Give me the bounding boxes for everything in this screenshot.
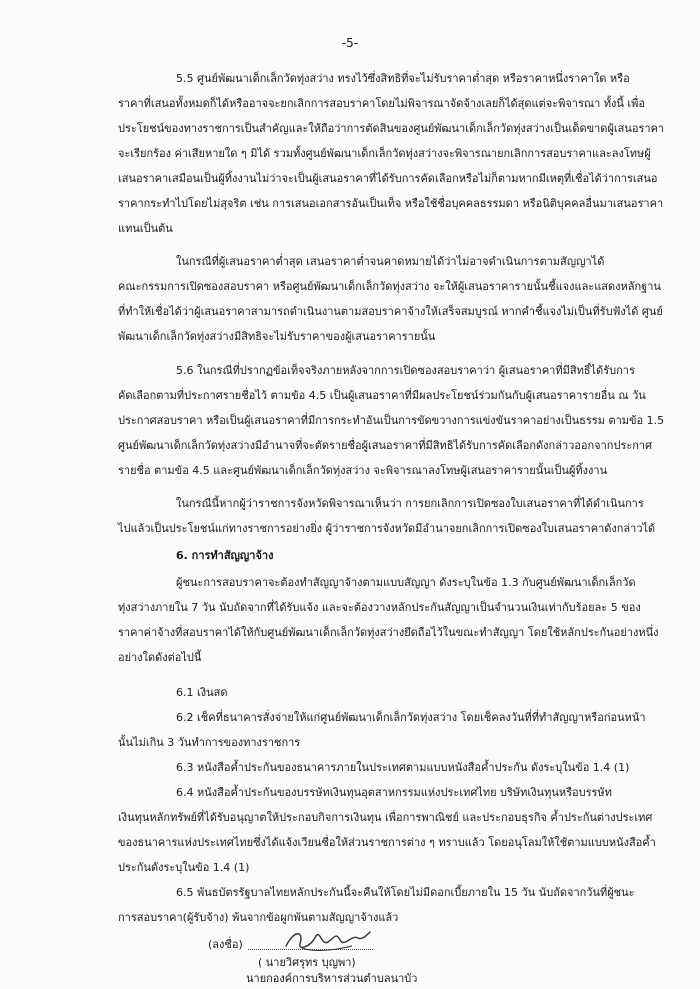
handwritten-signature xyxy=(282,926,372,954)
s6-line-3: ราคาค่าจ้างที่สอบราคาได้ให้กับศูนย์พัฒนาเด็กเล็กวัดทุ่งสว่างยึดถือไว้ในขณะทำสัญญา โดยใช้หลักประกันอย่างหนึ่ง xyxy=(118,626,659,639)
lowbid-line-4: พัฒนาเด็กเล็กวัดทุ่งสว่างมีสิทธิจะไม่รับราคาของผู้เสนอราคารายนั้น xyxy=(118,330,436,343)
s65-line-1: 6.5 พันธบัตรรัฐบาลไทยหลักประกันนี้จะคืนให้โดยไม่มีดอกเบี้ยภายใน 15 วัน นับถัดจากวันที่ผู้ชนะ xyxy=(176,886,635,899)
s6-line-2: ทุ่งสว่างภายใน 7 วัน นับถัดจากที่ได้รับแจ้ง และจะต้องวางหลักประกันสัญญาเป็นจำนวนเงินเท่ากับร้อยละ 5 ของ xyxy=(118,601,641,614)
lowbid-line-1: ในกรณีที่ผู้เสนอราคาต่ำสุด เสนอราคาต่ำจนคาดหมายได้ว่าไม่อาจดำเนินการตามสัญญาได้ xyxy=(176,255,605,268)
s55-line-4: จะเรียกร้อง ค่าเสียหายใด ๆ มิได้ รวมทั้งศูนย์พัฒนาเด็กเล็กวัดทุ่งสว่างจะพิจารณายกเลิกการสอบราคาและลงโทษผู้ xyxy=(118,147,651,160)
signatory-name: ( นายวิศรุทร บุญพา) xyxy=(258,956,356,969)
s64-line-3: ของธนาคารแห่งประเทศไทยซึ่งได้แจ้งเวียนชื่อให้ส่วนราชการต่าง ๆ ทราบแล้ว โดยอนุโลมให้ใช้ตามแบบหนังสือค้ำ xyxy=(118,836,656,849)
s62-line-1: 6.2 เช็คที่ธนาคารสั่งจ่ายให้แก่ศูนย์พัฒนาเด็กเล็กวัดทุ่งสว่าง โดยเช็คลงวันที่ที่ทำสัญญาหรือก่อนหน้า xyxy=(176,711,646,724)
s55-line-1: 5.5 ศูนย์พัฒนาเด็กเล็กวัดทุ่งสว่าง ทรงไว้ซึ่งสิทธิที่จะไม่รับราคาต่ำสุด หรือราคาหนึ่งราคาใด หรือ xyxy=(176,72,630,85)
section-6-heading: 6. การทำสัญญาจ้าง xyxy=(176,549,274,562)
s56-line-1: 5.6 ในกรณีที่ปรากฏข้อเท็จจริงภายหลังจากการเปิดซองสอบราคาว่า ผู้เสนอราคาที่มีสิทธิ์ได้รับการ xyxy=(176,364,635,377)
s64-line-2: เงินทุนหลักทรัพย์ที่ได้รับอนุญาตให้ประกอบกิจการเงินทุน เพื่อการพาณิชย์ และประกอบธุรกิจ ค้ำประกันต่างประเทศ xyxy=(118,811,653,824)
s64-line-1: 6.4 หนังสือค้ำประกันของบรรษัทเงินทุนอุตสาหกรรมแห่งประเทศไทย บริษัทเงินทุนหรือบรรษัท xyxy=(176,786,612,799)
lowbid-line-3: ที่ทำให้เชื่อได้ว่าผู้เสนอราคาสามารถดำเนินงานตามสอบราคาจ้างให้เสร็จสมบูรณ์ หากคำชี้แจงไม่เป็นที่รับฟังได้ ศูนย์ xyxy=(118,305,663,318)
signature-label: (ลงชื่อ) xyxy=(208,938,243,951)
s65-line-2: การสอบราคา(ผู้รับจ้าง) พ้นจากข้อผูกพันตามสัญญาจ้างแล้ว xyxy=(118,911,399,924)
s55-line-5: เสนอราคาเสมือนเป็นผู้ทิ้งงานไม่ว่าจะเป็นผู้เสนอราคาที่ได้รับการคัดเลือกหรือไม่ก็ตามหากมีเหตุที่เชื่อได้ว่าการเสนอ xyxy=(118,172,658,185)
s55-line-3: ประโยชน์ของทางราชการเป็นสำคัญและให้ถือว่าการตัดสินของศูนย์พัฒนาเด็กเล็กวัดทุ่งสว่างเป็นเด็ดขาดผู้เสนอราคา xyxy=(118,122,665,135)
s55-line-2: ราคาที่เสนอทั้งหมดก็ได้หรืออาจจะยกเลิกการสอบราคาโดยไม่พิจารณาจัดจ้างเลยก็ได้สุดแต่จะพิจารณา ทั้งนี้ เพื่อ xyxy=(118,97,646,110)
gov-line-2: ไปแล้วเป็นประโยชน์แก่ทางราชการอย่างยิ่ง ผู้ว่าราชการจังหวัดมีอำนาจยกเลิกการเปิดซองใบเสนอราคาดังกล่าวได้ xyxy=(118,522,656,535)
s56-line-4: ศูนย์พัฒนาเด็กเล็กวัดทุ่งสว่างมีอำนาจที่จะตัดรายชื่อผู้เสนอราคาที่มีสิทธิได้รับการคัดเลือกดังกล่าวออกจากประกาศ xyxy=(118,439,653,452)
s63-line: 6.3 หนังสือค้ำประกันของธนาคารภายในประเทศตามแบบหนังสือค้ำประกัน ดังระบุในข้อ 1.4 (1) xyxy=(176,761,630,774)
s56-line-5: รายชื่อ ตามข้อ 4.5 และศูนย์พัฒนาเด็กเล็กวัดทุ่งสว่าง จะพิจารณาลงโทษผู้เสนอราคารายนั้นเป็นผู้ทิ้งงาน xyxy=(118,464,608,477)
page-number: -5- xyxy=(341,36,359,50)
s55-line-6: ราคากระทำไปโดยไม่สุจริต เช่น การเสนอเอกสารอันเป็นเท็จ หรือใช้ชื่อบุคคลธรรมดา หรือนิติบุคคลอื่นมาเสนอราคา xyxy=(118,197,664,210)
gov-line-1: ในกรณีนี้หากผู้ว่าราชการจังหวัดพิจารณาเห็นว่า การยกเลิกการเปิดซองใบเสนอราคาที่ได้ดำเนินการ xyxy=(176,497,644,510)
s6-line-4: อย่างใดดังต่อไปนี้ xyxy=(118,651,202,664)
s6-line-1: ผู้ชนะการสอบราคาจะต้องทำสัญญาจ้างตามแบบสัญญา ดังระบุในข้อ 1.3 กับศูนย์พัฒนาเด็กเล็กวัด xyxy=(176,576,636,589)
signatory-title: นายกองค์การบริหารส่วนตำบลนาบัว xyxy=(246,972,418,985)
s61-line: 6.1 เงินสด xyxy=(176,686,228,699)
s56-line-3: ประกาศสอบราคา หรือเป็นผู้เสนอราคาที่มีการกระทำอันเป็นการขัดขวางการแข่งขันราคาอย่างเป็นธรรม ตามข้อ 1.5 xyxy=(118,414,665,427)
s62-line-2: นั้นไม่เกิน 3 วันทำการของทางราชการ xyxy=(118,736,301,749)
s56-line-2: คัดเลือกตามที่ประกาศรายชื่อไว้ ตามข้อ 4.5 เป็นผู้เสนอราคาที่มีผลประโยชน์ร่วมกันกับผู้เสนอราคารายอื่น ณ วัน xyxy=(118,389,646,402)
s55-line-7: แทนเป็นต้น xyxy=(118,222,173,235)
lowbid-line-2: คณะกรรมการเปิดซองสอบราคา หรือศูนย์พัฒนาเด็กเล็กวัดทุ่งสว่าง จะให้ผู้เสนอราคารายนั้นชี้แจงและแสดงหลักฐาน xyxy=(118,280,661,293)
s64-line-4: ประกันดังระบุในข้อ 1.4 (1) xyxy=(118,861,250,874)
